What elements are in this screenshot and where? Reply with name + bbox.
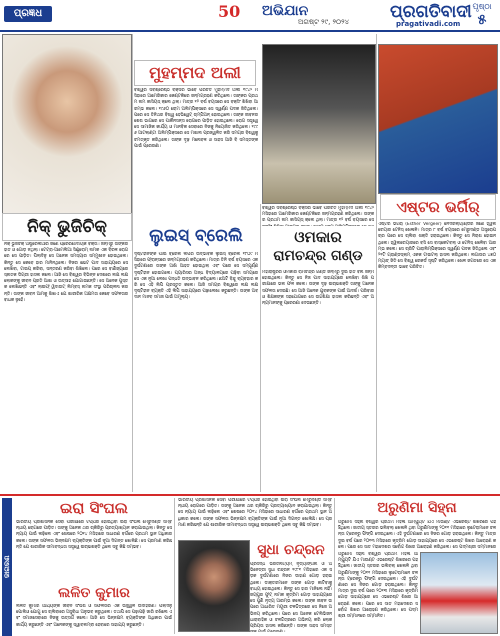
- side-label: ଜାଗରଣ: [2, 498, 12, 636]
- page-number: ପୃଷ୍ଠା ୫: [472, 2, 492, 28]
- anniversary-logo: 50: [218, 2, 241, 21]
- campaign-brand: ଅଭିଯାନ: [262, 3, 309, 19]
- website: pragativadi.com: [396, 20, 461, 28]
- arunima-body: ଅରୁଣିମା ସିହ୍ନା ବିଶ୍ୱର ପ୍ରଥମ ମହିଳା ଆମ୍ପ୍ୟୁଟି ଯିଏ ମାଉଣ୍ଟ ଏଭରେଷ୍ଟ ଶିଖରରେ ପହଞ୍ଚିଥିଲେ। ଜାତୀୟ ସ୍ତରର ଭଲିବଲ୍ ଖେଳାଳି ଥିବା ଅରୁଣିମାଙ୍କୁ ୨୦୧୧ ମସିହାରେ ଲୁଟେରାମାନେ ଚଳନ୍ତା ଟ୍ରେନରୁ ଫିଙ୍ଗି ଦେଇଥିଲେ। ଏହି ଦୁର୍ଘଟଣାରେ ସେ ନିଜର ଗୋଡ଼ ହରାଇଥିଲେ। କିନ୍ତୁ ମାତ୍ର ଦୁଇ ବର୍ଷ ପରେ ୨୦୧୩ ମସିହାରେ କୃତ୍ରିମ ଗୋଡ଼ ସାହାଯ୍ୟରେ ସେ ଏଭରେଷ୍ଟ ଶିଖର ଆରୋହଣ କଲେ। ପରେ ସେ ସାତ ମହାଦେଶର ସର୍ବୋଚ୍ଚ ଶିଖର ଆରୋହଣ କରିଥିଲେ। ସେ ପଦ୍ମଶ୍ରୀ ସମ୍ମାନରେ: [338, 520, 496, 550]
- ali-photo: [262, 44, 376, 204]
- issue-date: ଅଗଷ୍ଟ ୨୯, ୨୦୨୪: [298, 18, 350, 26]
- arunima-body-cont: ଅରୁଣିମା ସିହ୍ନା ବିଶ୍ୱର ପ୍ରଥମ ମହିଳା ଆମ୍ପ୍ୟୁଟି ଯିଏ ମାଉଣ୍ଟ ଏଭରେଷ୍ଟ ଶିଖରରେ ପହଞ୍ଚିଥିଲେ। ଜାତୀୟ ସ୍ତରର ଭଲିବଲ୍ ଖେଳାଳି ଥିବା ଅରୁଣିମାଙ୍କୁ ୨୦୧୧ ମସିହାରେ ଲୁଟେରାମାନେ ଚଳନ୍ତା ଟ୍ରେନରୁ ଫିଙ୍ଗି ଦେଇଥିଲେ। ଏହି ଦୁର୍ଘଟଣାରେ ସେ ନିଜର ଗୋଡ଼ ହରାଇଥିଲେ। କିନ୍ତୁ ମାତ୍ର ଦୁଇ ବର୍ଷ ପରେ ୨୦୧୩ ମସିହାରେ କୃତ୍ରିମ ଗୋଡ଼ ସାହାଯ୍ୟରେ ସେ ଏଭରେଷ୍ଟ ଶିଖର ଆରୋହଣ କଲେ। ପରେ ସେ ସାତ ମହାଦେଶର ସର୍ବୋଚ୍ଚ ଶିଖର ଆରୋହଣ କରିଥିଲେ। ସେ ପଦ୍ମଶ୍ରୀ ସମ୍ମାନରେ ସମ୍ମାନିତ।: [338, 552, 418, 620]
- newspaper-name: ପ୍ରଗତିବାଦୀ: [390, 2, 472, 22]
- omkar-title-line2: ରାମଚନ୍ଦ୍ର ଗଣ୍ଡ: [273, 248, 363, 264]
- ali-body: ବିଶ୍ୱର ସର୍ବଶ୍ରେଷ୍ଠ ବକ୍ସର ଭାବେ ପରିଚିତ ମୁହମ୍ମଦ ଅଲୀ ୧୯୪୨ ମସିହାରେ ଆମେରିକାର କେଣ୍ଟକିରେ ଜନ୍ମଗ୍ରହଣ କରିଥିଲେ। ତାଙ୍କର ପ୍ରଥମ ନାମ କାସିୟସ୍ କ୍ଲେ ଥିଲା। ମାତ୍ର ୧୨ ବର୍ଷ ବୟସରେ ସେ ବକ୍ସିଂ ଶିଖିବା ଆରମ୍ଭ କଲେ। ୧୯୬୦ ରୋମ ଅଲିମ୍ପିକ୍ସରେ ସେ ସ୍ୱର୍ଣ୍ଣ ପଦକ ଜିତିଥିଲେ। ପରେ ସେ ତିନିଥର ବିଶ୍ୱ ହେଭିୱେଟ୍ ଚାମ୍ପିଅନ୍ ହୋଇଥିଲେ। ତାଙ୍କ ଜୀବନର ଶେଷ ଭାଗରେ ସେ ପାର୍କିନସନ୍ସ ରୋଗରେ ପୀଡ଼ିତ ହୋଇଥିଲେ। ରୋଗ ସତ୍ତ୍ୱେ ସେ ସାମାଜିକ କାର୍ଯ୍ୟ ଓ ମାନବିକ ସେବାରେ ନିଜକୁ ନିୟୋଜିତ କରିଥିଲେ। ୧୯୯୬ ଆଟଲାଣ୍ଟା ଅଲିମ୍ପିକ୍ସରେ ସେ ମଶାଲ ପ୍ରଜ୍ୱଳିତ କରି ସମଗ୍ର ବିଶ୍ୱକୁ ଚମତ୍କୃତ କରିଥିଲେ। ତାଙ୍କ ଦୃଢ଼ ମନୋବଳ ଓ ସାହସ ଆଜି ବି ସମସ୍ତଙ୍କ ପାଇଁ ପ୍ରେରଣା।: [134, 88, 258, 149]
- omkar-title-line1: ଓମକାର: [294, 228, 342, 246]
- ira-continued: ଭାରତୀୟ ପ୍ରଶାସନିକ ସେବା ପରୀକ୍ଷାରେ ଟପ୍ପର ହୋଇଥିବା ଇରା ସିଂଘଲ ମେରୁଦଣ୍ଡ ସମ୍ବନ୍ଧୀୟ ରୋଗରେ ପୀଡ଼ିତ। ତାଙ୍କୁ ଅନେକ ଥର ଚାକିରିରୁ ପ୍ରତ୍ୟାଖ୍ୟାନ କରାଯାଇଥିଲା। କିନ୍ତୁ ସେ ନ୍ୟାୟ ପାଇଁ ଲଢ଼ିଲେ ଏବଂ ଶେଷରେ ୨୦୧୪ ମସିହାରେ ସାଧାରଣ ବର୍ଗରେ ପ୍ରଥମ ସ୍ଥାନ ଅଧିକାର କଲେ। ତାଙ୍କ ସଫଳତା ଭିନ୍ନକ୍ଷମ ବ୍ୟକ୍ତିଙ୍କ ପାଇଁ ନୂଆ ଦିଗନ୍ତ ଖୋଲିଛି। ସେ ପ୍ରମାଣ କରିଛନ୍ତି ଯେ ଶାରୀରିକ ସୀମାବଦ୍ଧତା ସତ୍ତ୍ୱେ ଇଚ୍ଛାଶକ୍ତି ଥିଲେ ସବୁ କିଛି ସମ୍ଭବ।: [178, 498, 332, 528]
- sudha-body: ପ୍ରସିଦ୍ଧ ଭରତନାଟ୍ୟମ୍ ନୃତ୍ୟାଙ୍ଗନା ଓ ଅଭିନେତ୍ରୀ ସୁଧା ଚନ୍ଦ୍ରନ ୧୯୮୧ ମସିହାରେ ଏକ ସଡ଼କ ଦୁର୍ଘଟଣାରେ ନିଜର ଡାହାଣ ଗୋଡ଼ ହରାଇଥିଲେ। ଡାକ୍ତରମାନେ ତାଙ୍କ ଗୋଡ଼ କାଟିବାକୁ ବାଧ୍ୟ ହୋଇଥିଲେ। କିନ୍ତୁ ସେ ହାର ମାନିଲେ ନାହିଁ। ଜୟପୁର ଫୁଟ୍ ନାମକ କୃତ୍ରିମ ଗୋଡ଼ ସାହାଯ୍ୟରେ ସେ ପୁଣି ନୃତ୍ୟ ଆରମ୍ଭ କଲେ। ତାଙ୍କ ଜୀବନ ଉପରେ ଆଧାରିତ ମୟୂରୀ ଚଳଚ୍ଚିତ୍ରରେ ସେ ନିଜେ ଅଭିନୟ କରିଥିଲେ। ପରେ ସେ ଅନେକ ଟେଲିଭିଜନ ଧାରାବାହିକ ଓ ଚଳଚ୍ଚିତ୍ରରେ ଅଭିନୟ କରି ଲୋକପ୍ରିୟତା ହାସଲ କରିଛନ୍ତି। ତାଙ୍କ ସାହସ ସମସ୍ତ: [250, 562, 332, 630]
- ira-title: ଇରା ସିଂଘଲ: [60, 499, 128, 517]
- esther-title: ଏଷ୍ଟର ଭର୍ଗିର୍: [380, 194, 496, 220]
- esther-photo: [378, 44, 498, 194]
- louis-body: ଦୃଷ୍ଟିହୀନଙ୍କ ପାଇଁ ବ୍ରେଲି ଲିପିର ଉଦ୍ଭାବକ ଲୁଇସ୍ ବ୍ରେଲି ୧୮୦୯ ମସିହାରେ ଫ୍ରାନ୍ସରେ ଜନ୍ମଗ୍ରହଣ କରିଥିଲେ। ମାତ୍ର ତିନି ବର୍ଷ ବୟସରେ ଏକ ଦୁର୍ଘଟଣାରେ ତାଙ୍କ ଆଖି ଆହତ ହୋଇଥିଲା ଏବଂ ପରେ ସେ ସମ୍ପୂର୍ଣ୍ଣ ଦୃଷ୍ଟିହୀନ ହୋଇଗଲେ। ପ୍ୟାରିସର ଅନ୍ଧ ବିଦ୍ୟାଳୟରେ ପଢ଼ିବା ସମୟରେ ସେ ଏକ ନୂଆ ଲେଖା ପଦ୍ଧତି ଉଦ୍ଭାବନ କରିଥିଲେ। ଛଅଟି ବିନ୍ଦୁ ବ୍ୟବହାର କରି ସେ ଏହି ଲିପି ପ୍ରସ୍ତୁତ କଲେ। ଆଜି ସମଗ୍ର ବିଶ୍ୱରେ ଲକ୍ଷ ଲକ୍ଷ ଦୃଷ୍ଟିହୀନ ବ୍ୟକ୍ତି ଏହି ଲିପି ସାହାଯ୍ୟରେ ପଢ଼ାଲେଖା କରୁଛନ୍ତି। ତାଙ୍କ ଅବଦାନ ମାନବ ସମାଜ ପାଇଁ ଅମୂଲ୍ୟ।: [134, 252, 258, 301]
- esther-body: ଏଷ୍ଟର ଭର୍ଗିର୍ (Esther Vergeer) ନେଦରଲ୍ୟାଣ୍ଡର ଜଣେ ହ୍ୱିଲଚେୟାର ଟେନିସ୍ ଖେଳାଳି। ମାତ୍ର ୮ ବର୍ଷ ବୟସରେ ମେରୁଦଣ୍ଡ ଅସ୍ତ୍ରୋପଚାର ପରେ ସେ ଚାଲିବା ଶକ୍ତି ହରାଇଥିଲେ। କିନ୍ତୁ ସେ ନିରାଶ ହୋଇନଥିଲେ। ହ୍ୱିଲଚେୟାରରେ ବସି ସେ ବାସ୍କେଟବଲ୍ ଓ ଟେନିସ୍ ଖେଳିବା ଆରମ୍ଭ କଲେ। ସେ ଚାରିଟି ପାରାଲିମ୍ପିକ୍ସରେ ସ୍ୱର୍ଣ୍ଣ ପଦକ ଜିତିଥିଲେ ଏବଂ ୨୧ଟି ଗ୍ରାଣ୍ଡସ୍ଲାମ୍ ଏକକ ଟାଇଟଲ୍ ହାସଲ କରିଥିଲେ। ଲଗାତାର ୪୭୦ ମ୍ୟାଚ୍ ଜିତି ସେ ବିଶ୍ୱ ରେକର୍ଡ ସୃଷ୍ଟି କରିଥିଲେ। ଖେଳ ଜଗତରେ ସେ ଏକ କିମ୍ବଦନ୍ତୀ ଭାବେ ପରିଚିତ।: [378, 222, 496, 271]
- louis-title: ଲୁଇସ୍ ବ୍ରେଲି: [149, 226, 243, 246]
- ali-caption: ବିଶ୍ୱର ସର୍ବଶ୍ରେଷ୍ଠ ବକ୍ସର ଭାବେ ପରିଚିତ ମୁହମ୍ମଦ ଅଲୀ ୧୯୪୨ ମସିହାରେ ଆମେରିକାର କେଣ୍ଟକିରେ ଜନ୍ମଗ୍ରହଣ କରିଥିଲେ। ତାଙ୍କର ପ୍ରଥମ ନାମ କାସିୟସ୍ କ୍ଲେ ଥିଲା। ମାତ୍ର ୧୨ ବର୍ଷ ବୟସରେ ସେ: [262, 206, 374, 224]
- section-tag: ପ୍ରଜ୍ଞଧ: [4, 6, 52, 22]
- sudha-photo: [178, 540, 250, 632]
- ira-body: ଭାରତୀୟ ପ୍ରଶାସନିକ ସେବା ପରୀକ୍ଷାରେ ଟପ୍ପର ହୋଇଥିବା ଇରା ସିଂଘଲ ମେରୁଦଣ୍ଡ ସମ୍ବନ୍ଧୀୟ ରୋଗରେ ପୀଡ଼ିତ। ତାଙ୍କୁ ଅନେକ ଥର ଚାକିରିରୁ ପ୍ରତ୍ୟାଖ୍ୟାନ କରାଯାଇଥିଲା। କିନ୍ତୁ ସେ ନ୍ୟାୟ ପାଇଁ ଲଢ଼ିଲେ ଏବଂ ଶେଷରେ ୨୦୧୪ ମସିହାରେ ସାଧାରଣ ବର୍ଗରେ ପ୍ରଥମ ସ୍ଥାନ ଅଧିକାର କଲେ। ତାଙ୍କ ସଫଳତା ଭିନ୍ନକ୍ଷମ ବ୍ୟକ୍ତିଙ୍କ ପାଇଁ ନୂଆ ଦିଗନ୍ତ ଖୋଲିଛି। ସେ ପ୍ରମାଣ କରିଛନ୍ତି ଯେ ଶାରୀରିକ ସୀମାବଦ୍ଧତା ସତ୍ତ୍ୱେ ଇଚ୍ଛାଶକ୍ତି ଥିଲେ ସବୁ କିଛି ସମ୍ଭବ।: [16, 520, 172, 550]
- lalit-body: ଲଳିତ କୁମାର ଆର୍ଯ୍ୟଙ୍କ ଜୀବନ ସଂଘର୍ଷ ଓ ସଫଳତାର ଏକ ଉଜ୍ଜ୍ୱଳ ଉଦାହରଣ। ପିଲାଦିନୁ ପୋଲିଓ ଯୋଗୁ ସେ ଚାଲିବାରେ ଅସୁବିଧା ଅନୁଭବ କରୁଥିଲେ। ତଥାପି ସେ ପଢ଼ାପଢ଼ି ଜାରି ରଖିଲେ ଏବଂ ସମାଜସେବାରେ ନିଜକୁ ଉତ୍ସର୍ଗ କଲେ। ଆଜି ସେ ଭିନ୍ନକ୍ଷମ ବ୍ୟକ୍ତିଙ୍କ ଅଧିକାର ପାଇଁ କାର୍ଯ୍ୟ କରୁଛନ୍ତି ଏବଂ ଅନେକଙ୍କୁ ସ୍ୱାବଲମ୍ବୀ ହେବାରେ ସାହାଯ୍ୟ କରୁଛନ୍ତି।: [16, 604, 172, 628]
- nick-photo: [2, 34, 132, 226]
- sudha-title: ସୁଧା ଚନ୍ଦ୍ରନ: [257, 542, 325, 558]
- arunima-photo: [420, 552, 498, 634]
- arunima-title: ଅରୁଣିମା ସିହ୍ନା: [377, 500, 457, 516]
- nick-title: ନିକ୍ ଭୁଜିଚିକ୍: [2, 213, 132, 241]
- lalit-title: ଲଳିତ କୁମାର: [58, 585, 130, 601]
- nick-body: ନିକ୍ ଭୁଜିଚିକ୍ ଅଷ୍ଟ୍ରେଲିଆର ଜଣେ ପ୍ରେରଣାଦାୟକ ବକ୍ତା। ଜନ୍ମରୁ ତାଙ୍କର ହାତ ଓ ଗୋଡ଼ ନଥିଲା। ଟେଟ୍ରା-ଆମେଲିଆ ସିଣ୍ଡ୍ରୋମ୍ ନାମକ ଏକ ବିରଳ ରୋଗରେ ସେ ପୀଡ଼ିତ। ପିଲାଦିନୁ ସେ ଅନେକ ସମସ୍ୟାର ସମ୍ମୁଖୀନ ହୋଇଥିଲେ। କିନ୍ତୁ ସେ କେବେ ହାର ମାନିନଥିଲେ। ନିଜର ଛୋଟ ପାଦ ସାହାଯ୍ୟରେ ସେ ଲେଖିବା, ଟାଇପ୍ କରିବା, ସନ୍ତରଣ କରିବା ଶିଖିଲେ। ପରେ ସେ ବାଣିଜ୍ୟରେ ସ୍ନାତକ ଡିଗ୍ରୀ ହାସଲ କଲେ। ଆଜି ସେ ବିଶ୍ୱର ବିଭିନ୍ନ ଦେଶରେ ଲକ୍ଷ ଲକ୍ଷ ଲୋକଙ୍କୁ ଜୀବନ ପ୍ରତି ଆଶା ଓ ଉତ୍ସାହ ଯୋଗାଉଛନ୍ତି। ସେ ଅନେକ ପୁସ୍ତକ ଲେଖିଛନ୍ତି ଏବଂ ଲାଇଫ୍ ୱିଦାଉଟ୍ ଲିମ୍ବସ୍ ନାମକ ସଂସ୍ଥା ପରିଚାଳନା କରନ୍ତି। ତାଙ୍କ ଜୀବନ ଆମକୁ ଶିଖାଏ ଯେ ଶାରୀରିକ ଅକ୍ଷମତା କେବେ ସଫଳତାର ବାଧକ ନୁହେଁ।: [4, 242, 128, 303]
- omkar-body: ମହାରାଷ୍ଟ୍ରର ଓମକାର ରାମଚନ୍ଦ୍ର ଗଣ୍ଡ ଜନ୍ମରୁ ଦୁଇ ହାତ ବିନା ଜନ୍ମ ହୋଇଥିଲେ। କିନ୍ତୁ ସେ ନିଜ ପାଦ ସାହାଯ୍ୟରେ ଲେଖିବା ଶିଖି ପରୀକ୍ଷାରେ ଭଲ ଫଳ କଲେ। ତାଙ୍କ ଦୃଢ଼ ଇଚ୍ଛାଶକ୍ତି ତାଙ୍କୁ ଅନେକ ସଫଳତା ଦେଇଛି। ସେ ଆଜି ଅନେକ ଯୁବକଙ୍କ ପାଇଁ ଆଦର୍ଶ। ପରିବାର ଓ ଶିକ୍ଷକଙ୍କ ସହଯୋଗରେ ସେ ଉଚ୍ଚଶିକ୍ଷା ହାସଲ କରିଛନ୍ତି ଏବଂ ଅନ୍ୟମାନଙ୍କୁ ପ୍ରେରଣା ଦେଉଛନ୍ତି।: [262, 270, 374, 307]
- ali-title: ମୁହମ୍ମଦ ଅଲୀ: [134, 60, 256, 86]
